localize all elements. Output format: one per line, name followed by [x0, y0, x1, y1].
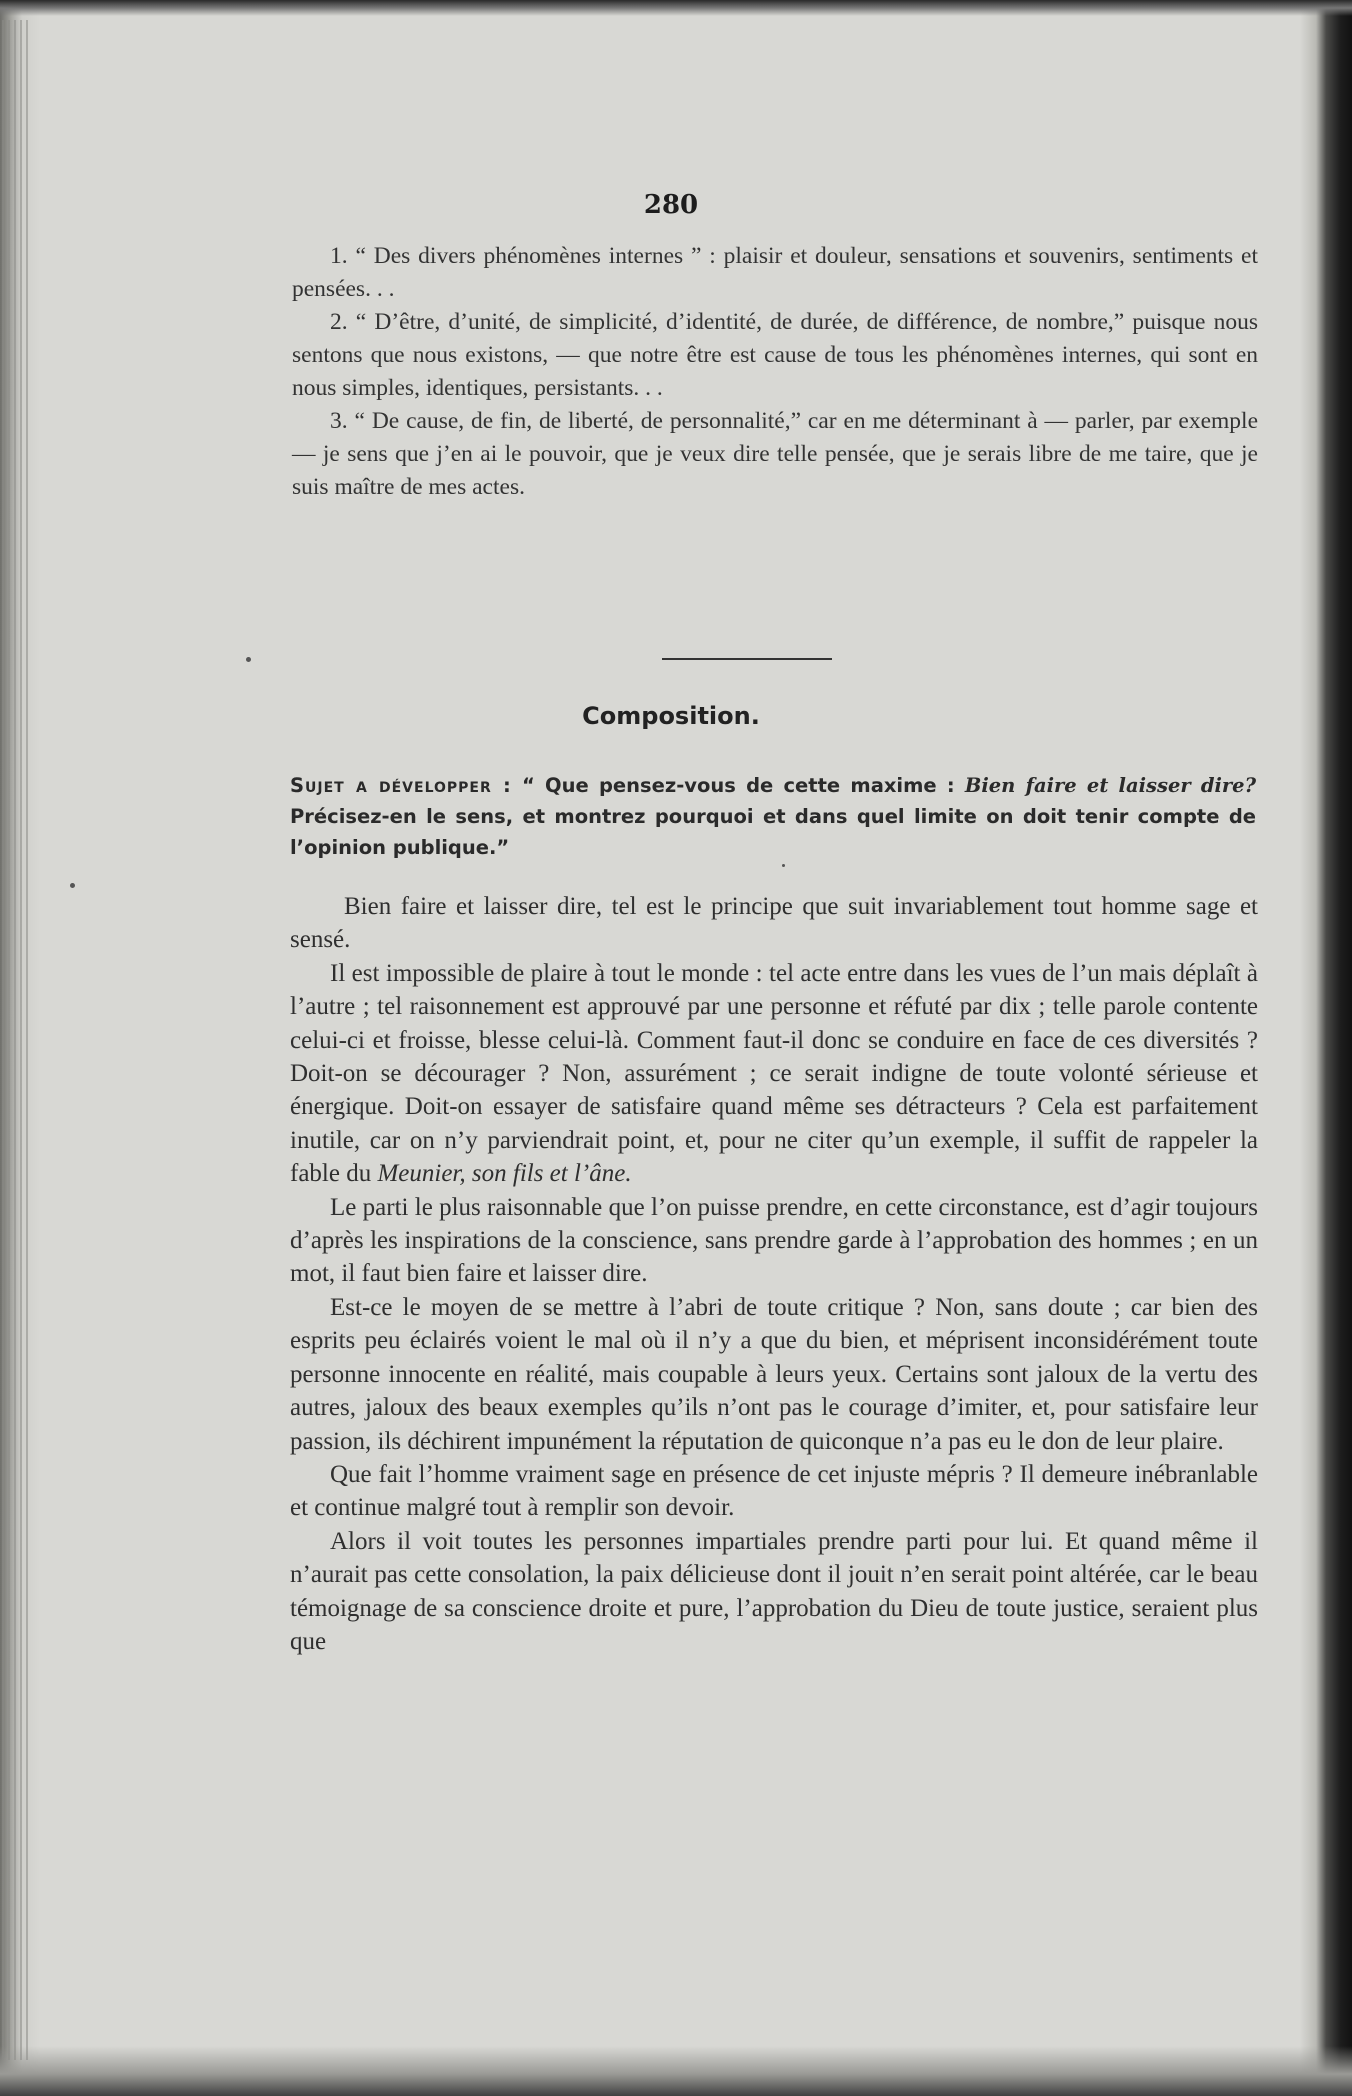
paragraph: Alors il voit toutes les personnes impartiales prendre parti pour lui. Et quand même il n’aurait pas cette consolation, la paix délicieuse dont il jouit n’en serait point altérée, car le beau témoignage de sa conscience droite et pure, l’approbation du Dieu de toute justice, seraient plus que — [290, 1527, 1258, 1655]
note-label: 2. — [330, 309, 348, 335]
paragraph-text: Il est impossible de plaire à tout le monde : tel acte entre dans les vues de l’un mais déplaît à l’autre ; tel raisonnement est approuvé par une personne et réfuté par dix ; telle parole contente celui-ci et froisse, blesse celui-là. Comment faut-il donc se conduire en face de ces diversités ? Doit-on se décourager ? Non, assurément ; ce serait indigne de toute volonté sérieuse et énergique. Doit-on essayer de satisfaire quand même ses détracteurs ? Cela est parfaitement inutile, car on n’y parviendrait point, et, pour ne citer qu’un exemple, il suffit de rappeler la fable du — [290, 959, 1258, 1188]
subject-maxim: Bien faire et laisser dire? — [964, 774, 1256, 797]
numbered-notes — [292, 240, 1258, 504]
section-divider — [662, 658, 832, 660]
subject-lead: Sujet a développer : — [290, 774, 512, 797]
note-text: “ Des divers phénomènes internes ” : plaisir et douleur, sensations et souvenirs, sentiments et pensées. . . — [292, 243, 1259, 302]
scan-bottom-edge — [0, 2046, 1352, 2096]
composition-subject — [290, 770, 1256, 863]
composition-body — [290, 890, 1258, 1658]
paragraph: Est-ce le moyen de se mettre à l’abri de toute critique ? Non, sans doute ; car bien des esprits peu éclairés voient le mal où il n’y a que du bien, et méprisent inconsidérément toute personne innocente en réalité, mais coupable à leurs yeux. Certains sont jaloux de la vertu des autres, jaloux des beaux exemples qu’ils n’ont pas le courage d’imiter, et, pour satisfaire leur passion, ils déchirent impunément la réputation de quiconque n’a pas eu le don de leur plaire. — [290, 1293, 1258, 1455]
section-title: Composition. — [582, 702, 760, 730]
note-label: 1. — [330, 243, 348, 269]
note-label: 3. — [330, 408, 348, 434]
note-item — [292, 240, 1258, 306]
paragraph: Le parti le plus raisonnable que l’on puisse prendre, en cette circonstance, est d’agir toujours d’après les inspirations de la conscience, sans prendre garde à l’approbation des hommes ; en un mot, il faut bien faire et laisser dire. — [290, 1193, 1258, 1288]
subject-text-before: “ Que pensez-vous de cette maxime : — [522, 774, 965, 797]
paragraph: Que fait l’homme vraiment sage en présence de cet injuste mépris ? Il demeure inébranlable et continue malgré tout à remplir son devoir. — [290, 1460, 1258, 1522]
book-page — [46, 22, 1296, 2052]
subject-text-after: Précisez-en le sens, et montrez pourquoi et dans quel limite on doit tenir compte de l’opinion publique.” — [290, 805, 1256, 859]
note-item — [292, 405, 1258, 504]
note-item — [292, 306, 1258, 405]
paragraph: Bien faire et laisser dire, tel est le principe que suit invariablement tout homme sage et sensé. — [290, 893, 1258, 954]
binding-spine — [2, 20, 30, 2060]
page-number: 280 — [643, 190, 699, 220]
paragraph — [290, 957, 1258, 1191]
scan-top-edge — [0, 0, 1352, 16]
note-text: “ D’être, d’unité, de simplicité, d’identité, de durée, de différence, de nombre,” puisque nous sentons que nous existons, — que notre être est cause de tous les phénomènes internes, qui sont en nous simples, identiques, persistants. . . — [292, 309, 1259, 401]
fable-title: Meunier, son fils et l’âne. — [377, 1160, 632, 1188]
note-text: “ De cause, de fin, de liberté, de personnalité,” car en me déterminant à — parler, par exemple — je sens que j’en ai le pouvoir, que je veux dire telle pensée, que je serais libre de me taire, que je suis maître de mes actes. — [292, 408, 1259, 500]
